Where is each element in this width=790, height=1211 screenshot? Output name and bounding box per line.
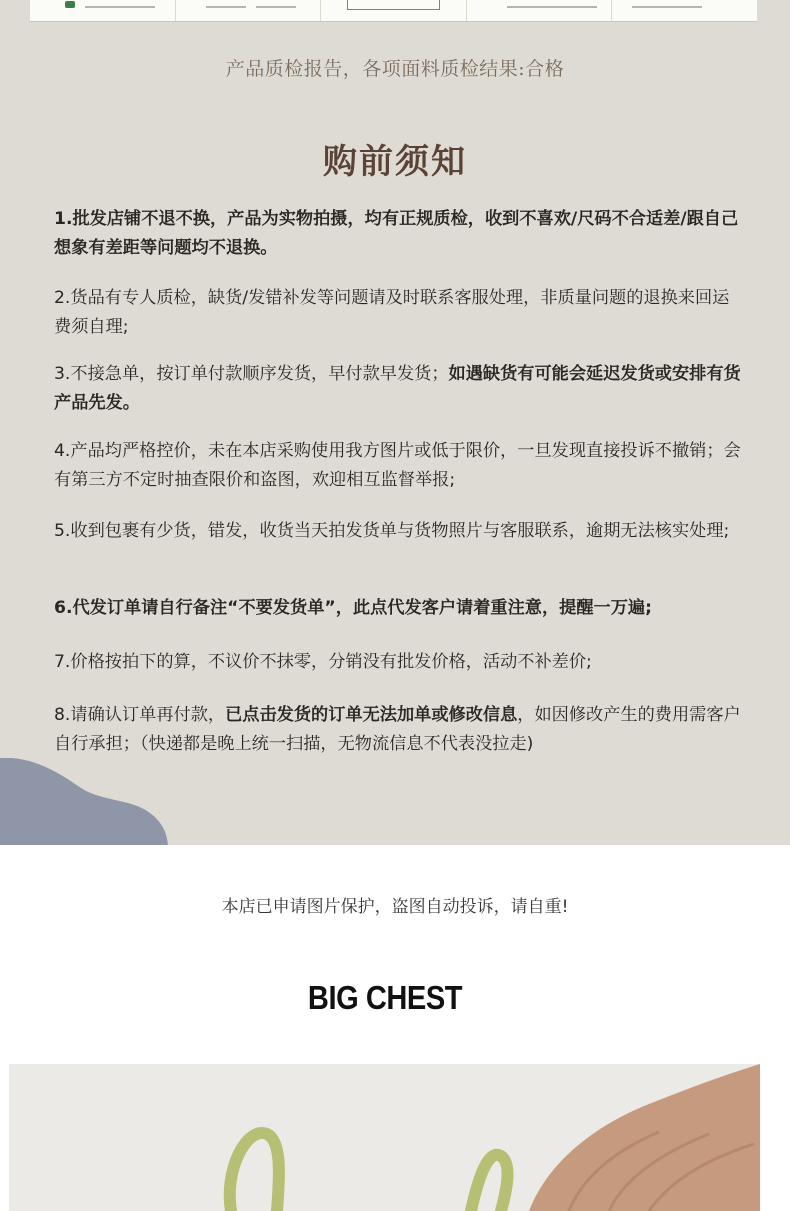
report-frame	[347, 0, 440, 10]
notice-item-text: ，如因修改产生的费用需客户自行承担；（快递都是晚上统一扫描，无物流信息不代表没拉走)	[54, 705, 741, 754]
brand-heading: BIG CHEST	[307, 979, 463, 1016]
notice-item-text: 5.收到包裹有少货，错发，收货当天拍发货单与货物照片与客服联系，逾期无法核实处理;	[54, 521, 730, 541]
notice-item-text: 3.不接急单，按订单付款顺序发货，早付款早发货；	[54, 364, 449, 384]
notice-title: 购前须知	[323, 142, 467, 182]
report-thumbnail	[612, 0, 757, 21]
image-protection-notice: 本店已申请图片保护，盗图自动投诉，请自重!	[221, 897, 569, 917]
report-thumbnail	[30, 0, 176, 21]
notice-item-text: 已点击发货的订单无法加单或修改信息	[225, 705, 518, 725]
notice-item-text: 如遇缺货有可能会延迟发货或安排有货产品先发。	[54, 364, 741, 413]
notice-item-text: 4.产品均严格控价，未在本店采购使用我方图片或低于限价，一旦发现直接投诉不撤销；会有第三方不定时抽查限价和盗图，欢迎相互监督举报;	[54, 441, 741, 490]
notice-item	[54, 360, 744, 418]
notice-item	[54, 284, 744, 342]
notice-item-text: 8.请确认订单再付款，	[54, 705, 226, 725]
notice-item	[54, 648, 744, 677]
report-thumbnail	[176, 0, 322, 21]
notice-item	[54, 437, 744, 495]
notice-item	[54, 594, 744, 623]
report-thumbnail	[467, 0, 613, 21]
product-photo	[9, 1064, 760, 1211]
notice-item	[54, 205, 744, 263]
product-photo-art	[9, 1064, 760, 1211]
report-caption: 产品质检报告，各项面料质检结果:合格	[225, 58, 565, 80]
decorative-blob	[0, 758, 200, 845]
notice-item-text: 7.价格按拍下的算，不议价不抹零，分销没有批发价格，活动不补差价;	[54, 652, 592, 672]
report-seal	[65, 1, 75, 8]
notice-item	[54, 517, 744, 546]
blob-shape	[0, 758, 168, 845]
notice-item-text: 6.代发订单请自行备注“不要发货单”，此点代发客户请着重注意，提醒一万遍;	[54, 598, 652, 618]
report-thumbnail	[321, 0, 467, 21]
notice-item-text: 1.批发店铺不退不换，产品为实物拍摄，均有正规质检，收到不喜欢/尺码不合适差/跟自己想象有差距等问题均不退换。	[54, 209, 739, 258]
notice-item-text: 2.货品有专人质检，缺货/发错补发等问题请及时联系客服处理，非质量问题的退换来回运费须自理;	[54, 288, 730, 337]
quality-report-thumbnails	[30, 0, 757, 22]
notice-item	[54, 701, 744, 759]
